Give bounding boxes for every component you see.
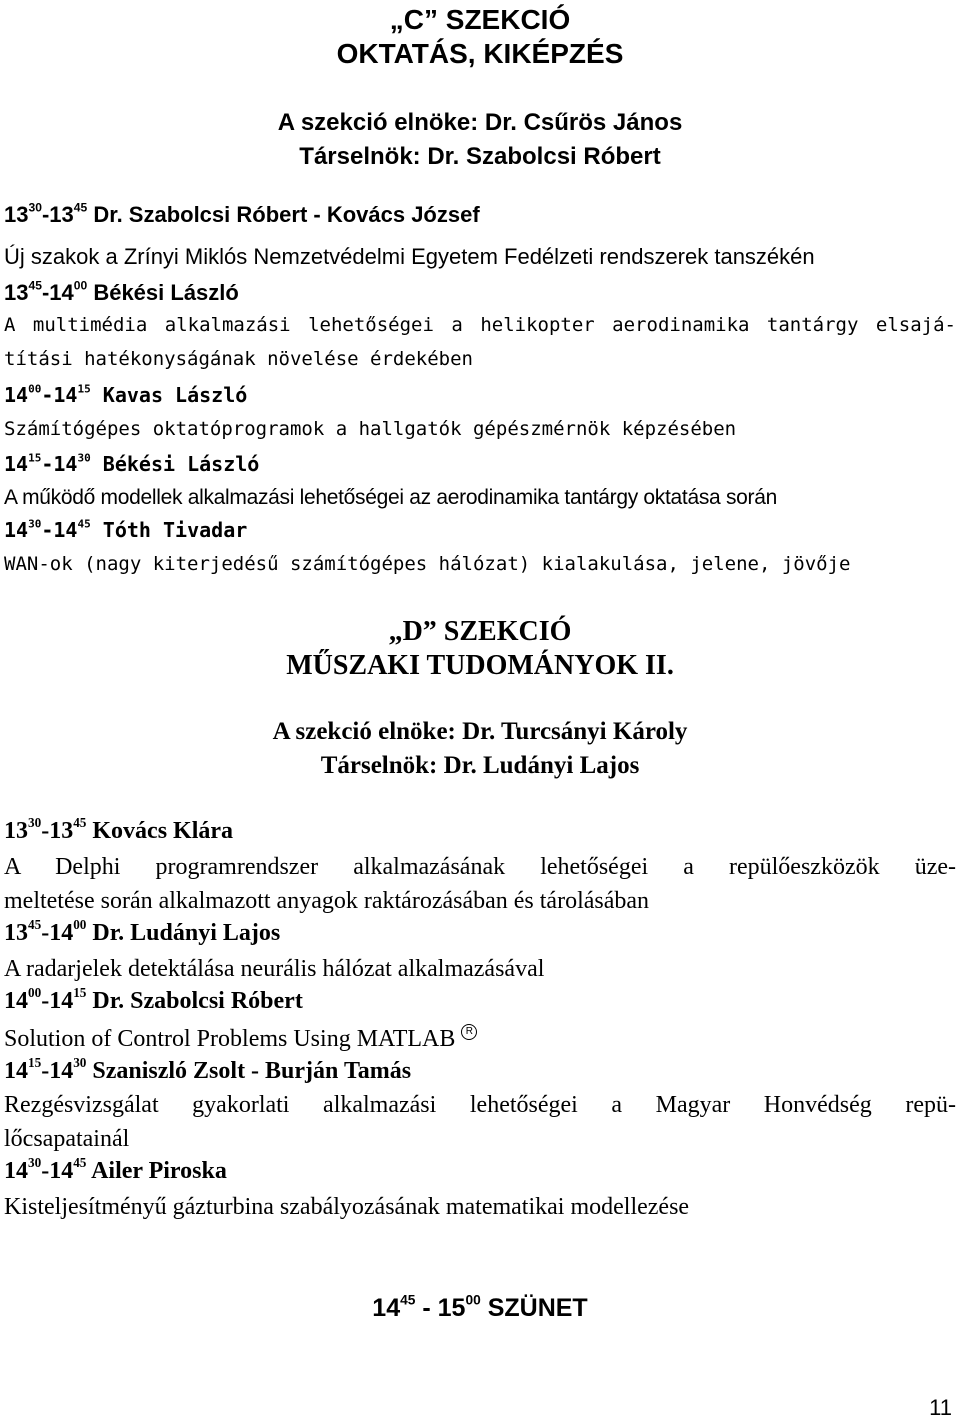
time-range: $14^{00}-14^{15}$	[4, 984, 87, 1014]
speaker: Kovács Klára	[92, 818, 234, 844]
time-range: $14^{00}-14^{15}$	[4, 382, 91, 407]
section-d-title: „D” SZEKCIÓ	[388, 616, 572, 647]
talk-title: A radarjelek detektálása neurális hálózat alkalmazásával	[4, 956, 545, 982]
time-range: $13^{45}-14^{00}$	[4, 278, 88, 305]
section-c-chair: A szekció elnöke: Dr. Csűrös János	[277, 109, 683, 136]
speaker: Békési László	[93, 280, 239, 305]
section-d-talk-header	[4, 916, 281, 947]
speaker: Dr. Szabolcsi Róbert	[92, 988, 303, 1014]
section-d-talk-header	[4, 1154, 227, 1185]
section-c-title: „C” SZEKCIÓ	[389, 4, 571, 35]
section-c-talk-header	[4, 280, 239, 306]
break-label: SZÜNET	[487, 1294, 588, 1322]
talk-title: Új szakok a Zrínyi Miklós Nemzetvédelmi Egyetem Fedélzeti rendszerek tanszékén	[4, 244, 815, 269]
time-range: $13^{30}-13^{45}$	[4, 814, 87, 844]
section-c-talk-header	[4, 202, 480, 228]
talk-title: A működő modellek alkalmazási lehetőségei az aerodinamika tantárgy oktatása során	[4, 486, 777, 509]
registered-trademark-icon: R	[461, 1024, 477, 1040]
speaker: Békési László	[102, 452, 260, 476]
speaker: Ailer Piroska	[91, 1158, 227, 1184]
talk-title: lőcsapatainál	[4, 1126, 130, 1152]
section-d-talk-header	[4, 984, 303, 1015]
speaker: Kavas László	[102, 383, 248, 407]
talk-title: Számítógépes oktatóprogramok a hallgatók gépészmérnök képzésében	[4, 418, 737, 440]
speaker: Szaniszló Zsolt - Burján Tamás	[92, 1058, 412, 1084]
break-line	[0, 1294, 960, 1323]
section-d-talk-header	[4, 1054, 412, 1085]
section-d-cochair: Társelnök: Dr. Ludányi Lajos	[320, 752, 640, 779]
speaker: Tóth Tivadar	[102, 518, 248, 542]
time-range: $13^{30}-13^{45}$	[4, 200, 88, 227]
speaker: Dr. Szabolcsi Róbert - Kovács József	[93, 202, 480, 227]
section-c-talk-header	[4, 518, 247, 542]
time-range: $13^{45}-14^{00}$	[4, 916, 87, 946]
talk-title: títási hatékonyságának növelése érdekében	[4, 348, 473, 370]
section-c-subtitle: OKTATÁS, KIKÉPZÉS	[336, 38, 624, 69]
talk-title: meltetése során alkalmazott anyagok raktározásában és tárolásában	[4, 888, 650, 914]
time-range: $14^{15}-14^{30}$	[4, 1054, 87, 1084]
section-d-chair: A szekció elnöke: Dr. Turcsányi Károly	[272, 718, 688, 745]
talk-title: Kisteljesítményű gázturbina szabályozásának matematikai modellezése	[4, 1194, 690, 1220]
section-c-talk-header	[4, 383, 247, 407]
talk-title-row	[4, 1024, 477, 1053]
talk-title: Rezgésvizsgálat gyakorlati alkalmazási lehetőségei a Magyar Honvédség repü-	[4, 1092, 956, 1118]
talk-title: Solution of Control Problems Using MATLAB	[4, 1026, 456, 1052]
talk-title: WAN-ok (nagy kiterjedésű számítógépes hálózat) kialakulása, jelene, jövője	[4, 553, 851, 575]
time-range: $14^{30}-14^{45}$	[4, 1154, 87, 1184]
section-d-talk-header	[4, 814, 234, 845]
section-c-talk-header	[4, 452, 259, 476]
talk-title: A multimédia alkalmazási lehetőségei a helikopter aerodinamika tantárgy elsajá-	[4, 314, 956, 336]
section-c-cochair: Társelnök: Dr. Szabolcsi Róbert	[299, 143, 661, 170]
page-number: 11	[929, 1395, 952, 1420]
time-range: $14^{30}-14^{45}$	[4, 517, 91, 542]
time-range: $14^{45} - 15^{00}$	[372, 1292, 481, 1322]
talk-title: A Delphi programrendszer alkalmazásának lehetőségei a repülőeszközök üze-	[4, 854, 956, 880]
time-range: $14^{15}-14^{30}$	[4, 451, 91, 476]
speaker: Dr. Ludányi Lajos	[92, 920, 281, 946]
section-d-subtitle: MŰSZAKI TUDOMÁNYOK II.	[286, 650, 674, 681]
